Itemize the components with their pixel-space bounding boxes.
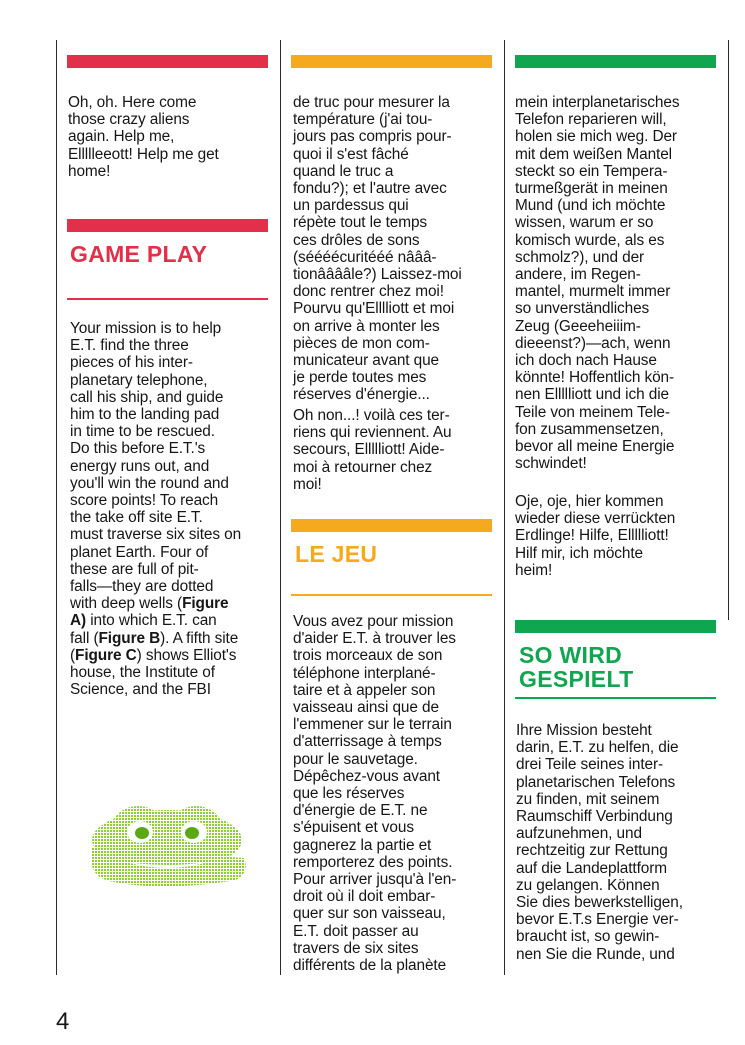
text-line: l'emmener sur le terrain	[293, 716, 452, 734]
text-line: komisch wurde, als es	[515, 231, 665, 249]
text-line: fall (Figure B). A fifth site	[70, 629, 239, 647]
text-line: quer sur son vaisseau,	[293, 905, 446, 923]
game-play-body	[70, 320, 275, 698]
text-line: Oh, oh. Here come	[68, 94, 197, 111]
text-line: bevor E.T.s Energie ver-	[516, 911, 679, 929]
text-line: Oje, oje, hier kommen	[515, 493, 664, 510]
text-line: je perde toutes mes	[293, 369, 427, 387]
green-top-bar	[515, 55, 716, 68]
text-line: ich doch nach Hause	[515, 352, 657, 370]
text-line: trois morceaux de son	[293, 647, 443, 665]
intro-text-fr	[293, 94, 501, 404]
intro-text-en	[68, 94, 273, 180]
text-line: energy runs out, and	[70, 457, 210, 475]
text-line: bevor all meine Energie	[515, 438, 675, 456]
text-line: quoi il s'est fâché	[293, 145, 409, 163]
text-line: wieder diese verrückten	[515, 510, 676, 528]
text-line: gagnerez la partie et	[293, 836, 432, 854]
text-line: must traverse six sites on	[70, 526, 242, 544]
text-line: Your mission is to help	[70, 320, 222, 337]
text-line: vaisseau ainsi que de	[293, 699, 439, 717]
text-line: Erdlinge! Hilfe, Ellllliott!	[515, 527, 669, 545]
text-line: heim!	[515, 561, 553, 579]
so-wird-gespielt-body	[516, 722, 724, 963]
text-line: mein interplanetarisches	[515, 94, 680, 111]
text-line: nen Sie die Runde, und	[516, 945, 675, 963]
column-rule-middle-left	[280, 40, 281, 975]
orange-top-bar	[291, 55, 492, 68]
text-line: darin, E.T. zu helfen, die	[516, 739, 679, 757]
text-line: température (j'ai tou-	[293, 111, 433, 129]
text-line: braucht ist, so gewin-	[516, 928, 660, 946]
text-line: (Figure C) shows Elliot's	[70, 646, 237, 664]
text-line: droit où il doit embar-	[293, 888, 436, 906]
text-line: planetarischen Telefons	[516, 773, 676, 791]
text-line: Vous avez pour mission	[293, 613, 454, 630]
text-line: riens qui reviennent. Au	[293, 424, 452, 442]
text-line: Teile von meinem Tele-	[515, 403, 670, 421]
column-rule-right	[728, 40, 729, 620]
text-line: house, the Institute of	[70, 664, 215, 682]
text-line: fondu?); et l'autre avec	[293, 180, 447, 198]
text-line: donc rentrer chez moi!	[293, 283, 444, 301]
le-jeu-body	[293, 613, 501, 974]
text-line: dieeenst?)—ach, wenn	[515, 334, 671, 352]
text-line: mit dem weißen Mantel	[515, 145, 672, 163]
text-line: auf die Landeplattform	[516, 859, 667, 877]
text-line: turmeßgerät in meinen	[515, 180, 668, 198]
text-line: him to the landing pad	[70, 406, 220, 424]
text-line: différents de la planète	[293, 957, 447, 975]
intro-text-de-2	[515, 493, 723, 579]
text-line: jours pas compris pour-	[293, 128, 452, 146]
green-heading-underline	[515, 697, 716, 699]
text-line: these are full of pit-	[70, 560, 199, 578]
text-line: tionââââle?) Laissez-moi	[293, 266, 462, 284]
text-line: holen sie mich weg. Der	[515, 128, 677, 146]
so-wird-gespielt-heading	[519, 643, 633, 691]
intro-text-de	[515, 94, 723, 472]
text-line: Hilf mir, ich möchte	[515, 544, 643, 562]
text-line: A) into which E.T. can	[70, 612, 217, 630]
le-jeu-heading: LE JEU	[295, 541, 378, 567]
red-heading-bar	[67, 219, 268, 232]
heading-line-2: GESPIELT	[519, 666, 634, 692]
text-line: Ellllleeott! Help me get	[68, 145, 219, 163]
orange-heading-bar	[291, 519, 492, 532]
text-line: fon zusammensetzen,	[515, 420, 664, 438]
text-line: rechtzeitig zur Rettung	[516, 842, 668, 860]
text-line: pièces de mon com-	[293, 334, 430, 352]
text-line: Pour arriver jusqu'à l'en-	[293, 871, 457, 889]
text-line: falls—they are dotted	[70, 578, 214, 596]
text-line: un pardessus qui	[293, 197, 409, 215]
text-line: remporterez des points.	[293, 853, 453, 871]
text-line: the take off site E.T.	[70, 509, 203, 527]
text-line: réserves d'énergie...	[293, 386, 430, 404]
text-line: call his ship, and guide	[70, 388, 224, 406]
text-line: Science, and the FBI	[70, 681, 211, 699]
green-heading-bar	[515, 620, 716, 633]
text-line: E.T. doit passer au	[293, 922, 419, 940]
red-heading-underline	[67, 298, 268, 300]
text-line: wissen, warum er so	[515, 214, 654, 232]
text-line: taire et à appeler son	[293, 681, 436, 699]
text-line: Pourvu qu'Elllliott et moi	[293, 300, 455, 318]
text-line: schmolz?), und der	[515, 248, 645, 266]
text-line: andere, im Regen-	[515, 266, 641, 284]
heading-line-1: SO WIRD	[519, 642, 623, 668]
et-head-image	[86, 800, 250, 890]
text-line: in time to be rescued.	[70, 423, 215, 441]
text-line: que les réserves	[293, 785, 405, 803]
text-line: d'aider E.T. à trouver les	[293, 630, 456, 648]
text-line: on arrive à monter les	[293, 317, 440, 335]
text-line: home!	[68, 162, 111, 180]
text-line: Zeug (Geeeheiiim-	[515, 317, 641, 335]
text-line: Raumschiff Verbindung	[516, 808, 673, 826]
text-line: planetary telephone,	[70, 371, 208, 389]
text-line: de truc pour mesurer la	[293, 94, 450, 111]
text-line: planet Earth. Four of	[70, 543, 209, 561]
column-rule-left	[56, 40, 57, 975]
text-line: with deep wells (Figure	[70, 595, 229, 613]
text-line: travers de six sites	[293, 939, 419, 957]
page-number: 4	[56, 1008, 70, 1035]
text-line: zu finden, mit seinem	[516, 790, 660, 808]
text-line: répète tout le temps	[293, 214, 428, 232]
text-line: Dépêchez-vous avant	[293, 767, 440, 785]
text-line: ces drôles de sons	[293, 231, 420, 249]
text-line: Ihre Mission besteht	[516, 722, 652, 739]
text-line: E.T. find the three	[70, 337, 189, 355]
text-line: so unverständliches	[515, 300, 650, 318]
text-line: Do this before E.T.'s	[70, 440, 206, 458]
text-line: mantel, murmelt immer	[515, 283, 671, 301]
text-line: Oh non...! voilà ces ter-	[293, 407, 450, 424]
text-line: könnte! Hoffentlich kön-	[515, 369, 675, 387]
text-line: those crazy aliens	[68, 111, 190, 129]
text-line: d'atterrissage à temps	[293, 733, 442, 751]
text-line: quand le truc a	[293, 162, 394, 180]
text-line: schwindet!	[515, 455, 587, 473]
text-line: zu gelangen. Können	[516, 876, 660, 894]
text-line: s'épuisent et vous	[293, 819, 414, 837]
text-line: nen Ellllliott und ich die	[515, 386, 669, 404]
text-line: Mund (und ich möchte	[515, 197, 666, 215]
text-line: steckt so ein Tempera-	[515, 162, 668, 180]
text-line: drei Teile seines inter-	[516, 756, 664, 774]
game-play-heading: GAME PLAY	[70, 241, 208, 267]
text-line: d'énergie de E.T. ne	[293, 802, 428, 820]
column-rule-middle-right	[504, 40, 505, 975]
text-line: Telefon reparieren will,	[515, 111, 667, 129]
intro-text-fr-2	[293, 407, 501, 493]
text-line: secours, Ellllliott! Aide-	[293, 441, 445, 459]
text-line: municateur avant que	[293, 352, 440, 370]
text-line: again. Help me,	[68, 128, 175, 146]
text-line: Sie dies bewerkstelligen,	[516, 894, 683, 912]
text-line: you'll win the round and	[70, 474, 229, 492]
text-line: moi à retourner chez	[293, 458, 433, 476]
text-line: téléphone interplané-	[293, 664, 436, 682]
text-line: pieces of his inter-	[70, 354, 193, 372]
text-line: (séééécuritééé nâââ-	[293, 248, 437, 266]
red-top-bar	[67, 55, 268, 68]
text-line: score points! To reach	[70, 492, 219, 510]
text-line: pour le sauvetage.	[293, 750, 418, 768]
text-line: aufzunehmen, und	[516, 825, 642, 843]
orange-heading-underline	[291, 594, 492, 596]
text-line: moi!	[293, 475, 322, 493]
